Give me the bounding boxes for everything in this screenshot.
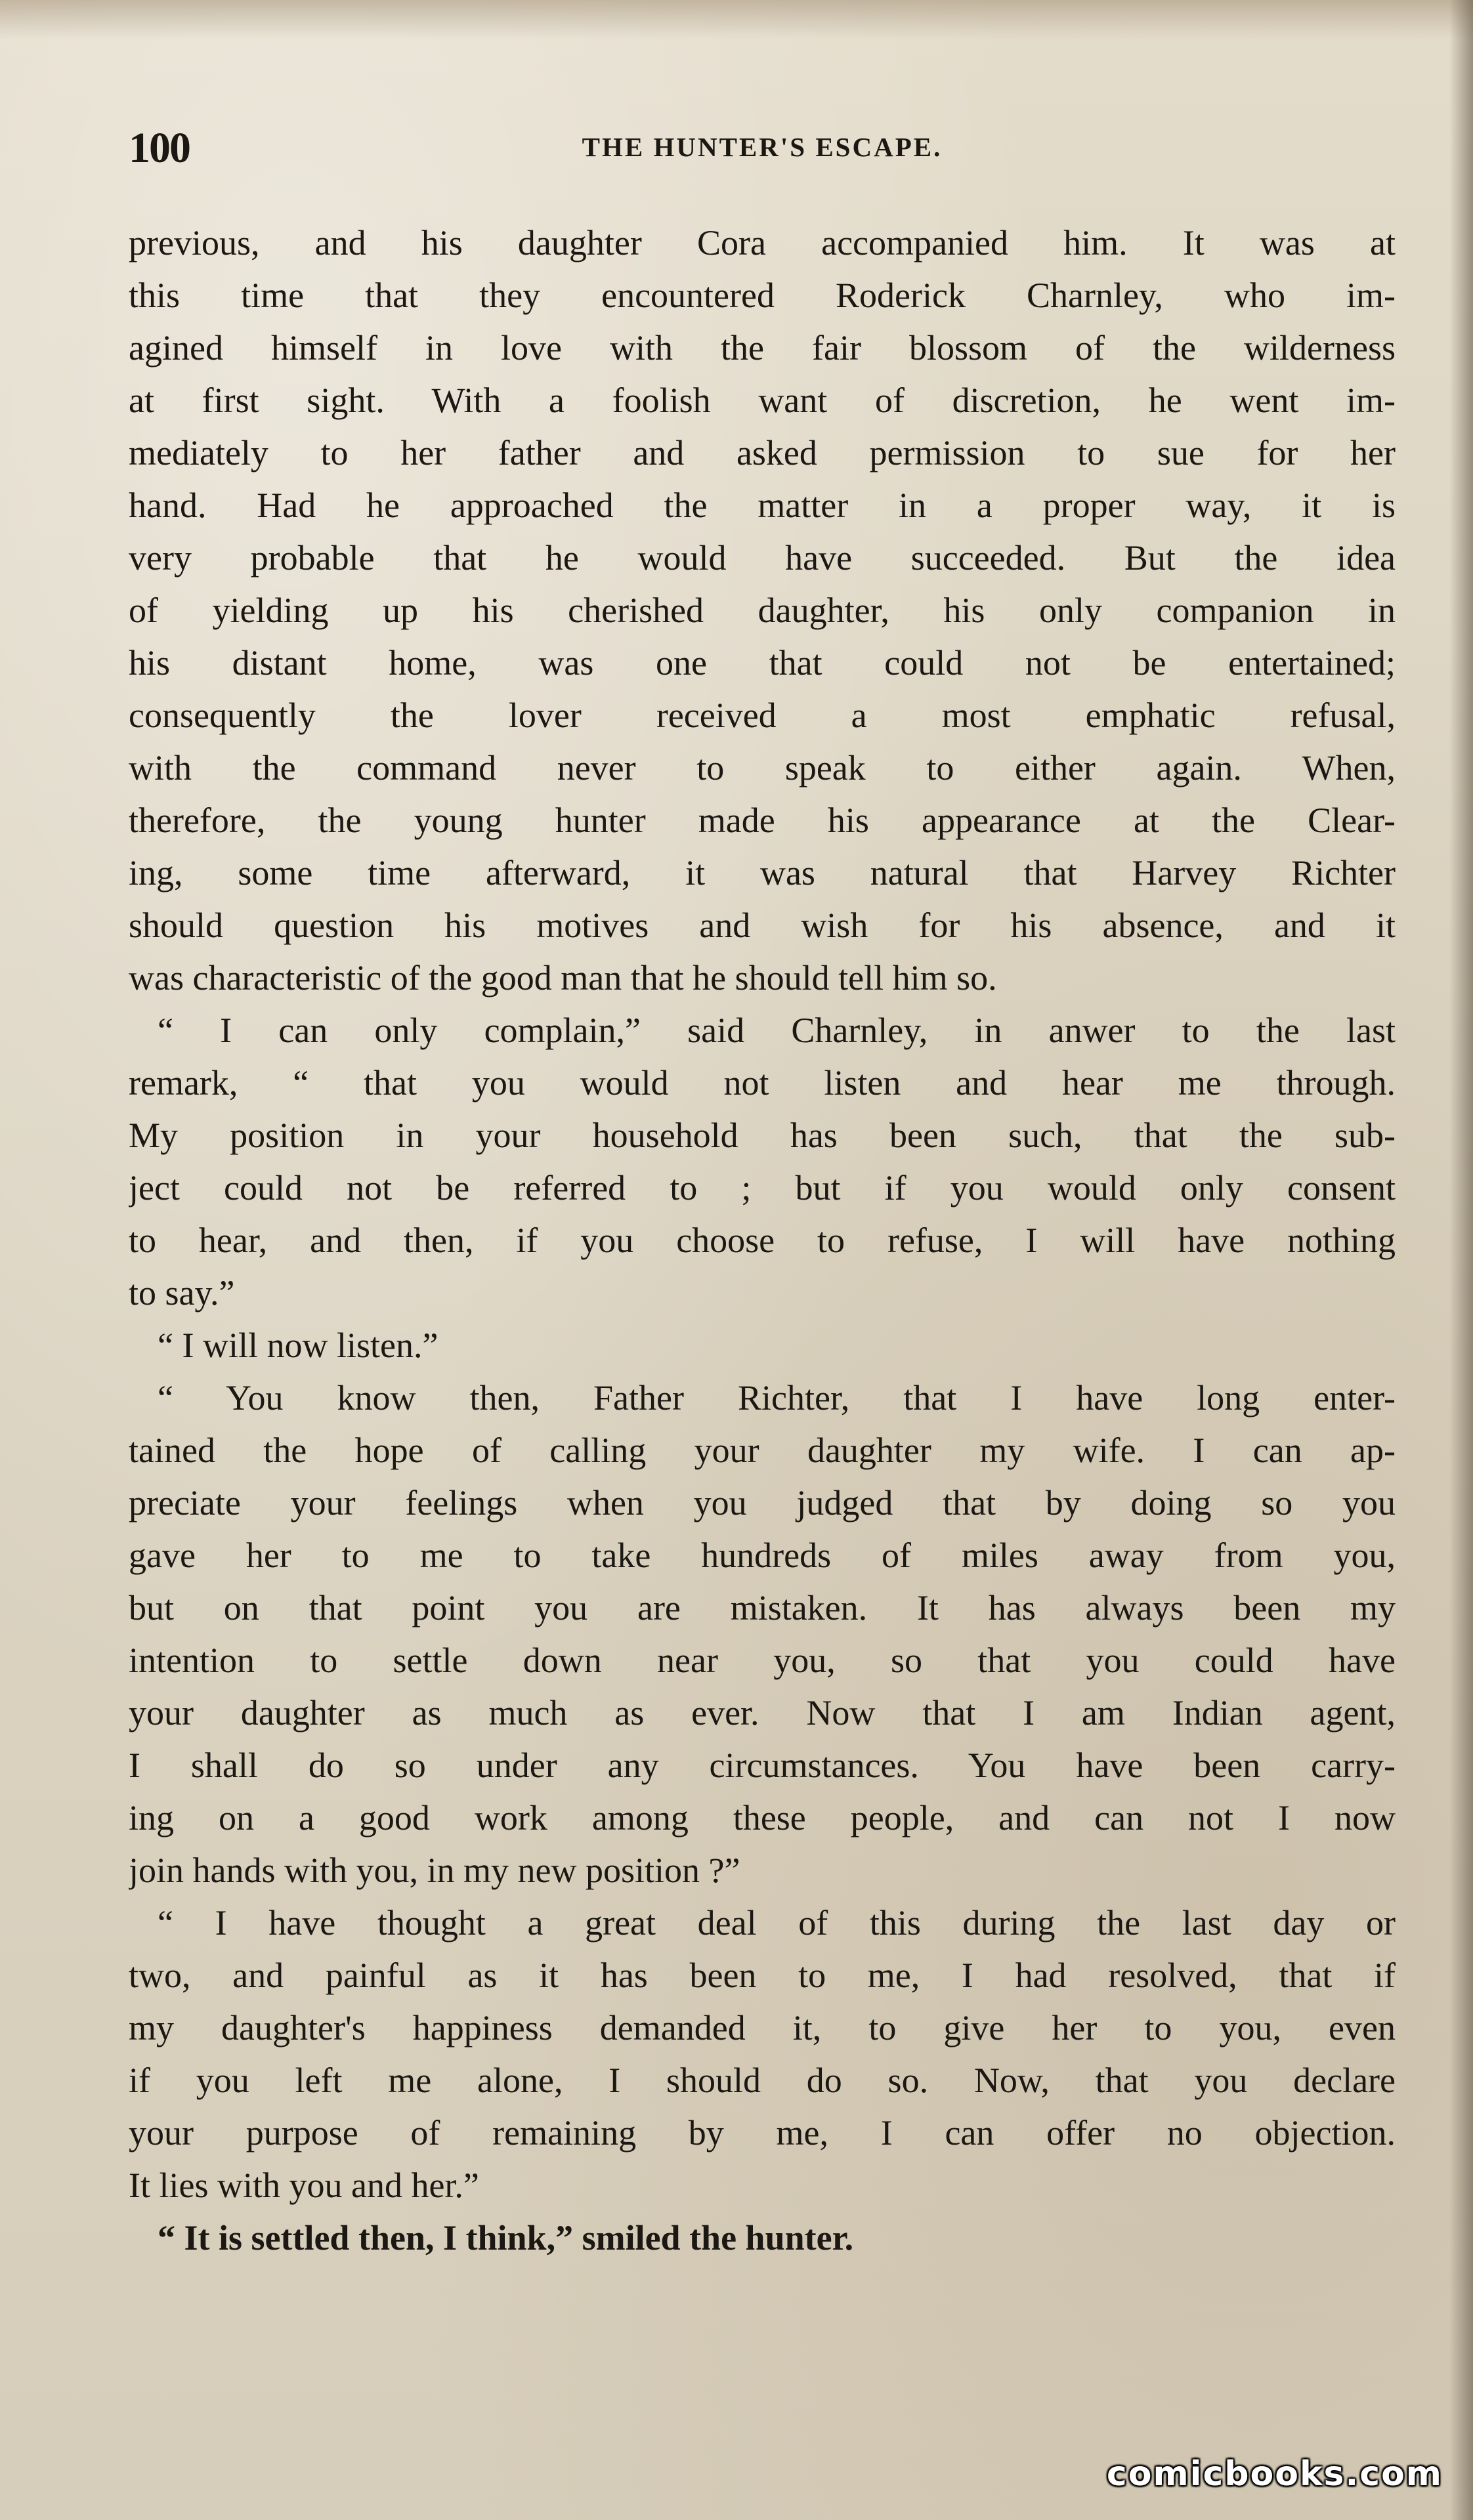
text-line: previous, and his daughter Cora accompanied him. It was at	[129, 223, 1396, 262]
text-line: consequently the lover received a most emphatic refusal,	[129, 696, 1396, 735]
text-line: if you left me alone, I should do so. Now, that you declare	[129, 2061, 1396, 2100]
page-edge-right	[1449, 0, 1473, 2520]
text-line: very probable that he would have succeeded. But the idea	[129, 538, 1396, 578]
text-line: my daughter's happiness demanded it, to give her to you, even	[129, 2008, 1396, 2048]
text-line: two, and painful as it has been to me, I had resolved, that if	[129, 1956, 1396, 1995]
text-line: of yielding up his cherished daughter, his only companion in	[129, 591, 1396, 630]
text-line: his distant home, was one that could not be entertained;	[129, 643, 1396, 682]
text-line: should question his motives and wish for his absence, and it	[129, 906, 1396, 945]
text-line: mediately to her father and asked permission to sue for her	[129, 433, 1396, 472]
text-line: join hands with you, in my new position ?”	[129, 1851, 740, 1890]
watermark: comicbooks.com	[1106, 2454, 1443, 2494]
text-line: I shall do so under any circumstances. You have been carry-	[129, 1746, 1396, 1785]
text-line: but on that point you are mistaken. It has always been my	[129, 1588, 1396, 1628]
text-line: with the command never to speak to either again. When,	[129, 748, 1396, 788]
text-line: “ It is settled then, I think,” smiled the hunter.	[158, 2218, 854, 2258]
text-line: at first sight. With a foolish want of discretion, he went im-	[129, 381, 1396, 420]
page-number: 100	[129, 124, 190, 172]
text-line: this time that they encountered Roderick Charnley, who im-	[129, 276, 1396, 315]
text-line: My position in your household has been such, that the sub-	[129, 1116, 1396, 1155]
text-line: It lies with you and her.”	[129, 2166, 479, 2205]
text-line: tained the hope of calling your daughter my wife. I can ap-	[129, 1431, 1396, 1470]
text-line: to hear, and then, if you choose to refuse, I will have nothing	[129, 1221, 1396, 1260]
text-line: agined himself in love with the fair blossom of the wilderness	[129, 328, 1396, 368]
text-line: “ I have thought a great deal of this during the last day or	[158, 1903, 1396, 1942]
text-line: “ I will now listen.”	[158, 1326, 438, 1365]
text-line: preciate your feelings when you judged that by doing so you	[129, 1483, 1396, 1522]
text-line: gave her to me to take hundreds of miles away from you,	[129, 1536, 1396, 1575]
text-line: ing, some time afterward, it was natural that Harvey Richter	[129, 853, 1396, 892]
page-edge-top	[0, 0, 1473, 39]
body-text	[129, 217, 1396, 2264]
text-line: “ I can only complain,” said Charnley, in anwer to the last	[158, 1011, 1396, 1050]
text-line: your purpose of remaining by me, I can offer no objection.	[129, 2113, 1396, 2152]
page-header	[129, 123, 1396, 172]
text-line: ject could not be referred to ; but if you would only consent	[129, 1168, 1396, 1208]
text-line: “ You know then, Father Richter, that I have long enter-	[158, 1378, 1396, 1418]
text-line: to say.”	[129, 1273, 235, 1312]
text-line: was characteristic of the good man that he should tell him so.	[129, 958, 997, 998]
running-head: THE HUNTER'S ESCAPE.	[582, 132, 943, 162]
text-line: your daughter as much as ever. Now that I am Indian agent,	[129, 1693, 1396, 1732]
text-line: ing on a good work among these people, and can not I now	[129, 1798, 1396, 1838]
text-line: remark, “ that you would not listen and hear me through.	[129, 1063, 1396, 1102]
text-line: hand. Had he approached the matter in a proper way, it is	[129, 486, 1396, 525]
text-line: intention to settle down near you, so that you could have	[129, 1641, 1396, 1680]
text-line: therefore, the young hunter made his appearance at the Clear-	[129, 801, 1396, 840]
